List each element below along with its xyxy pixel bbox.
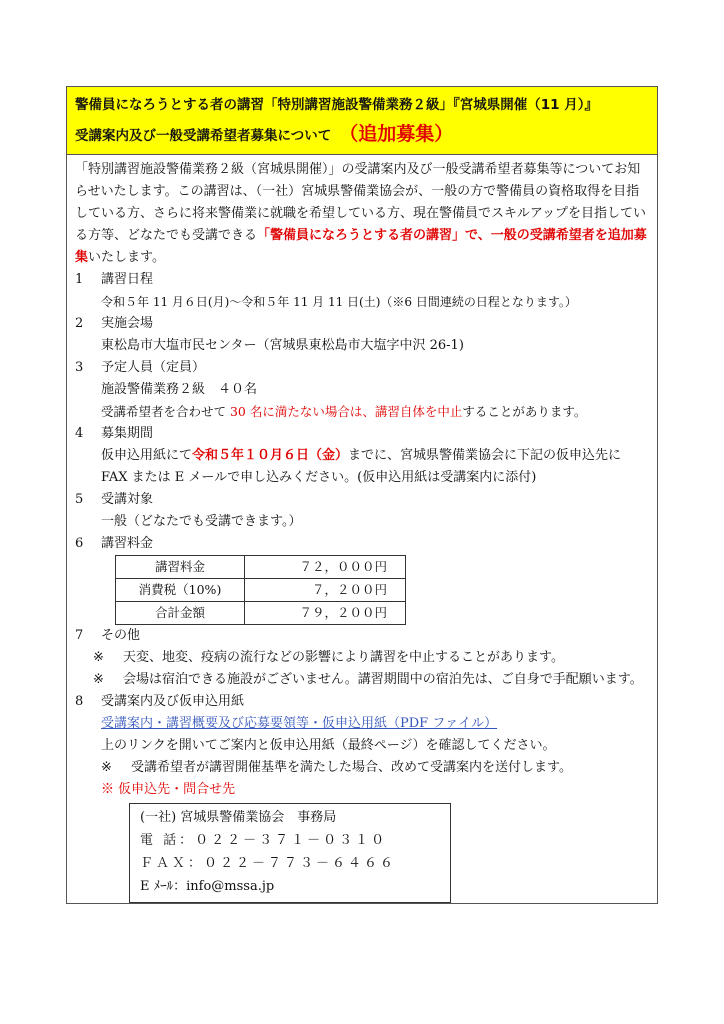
note-text: 受講希望者を合わせて xyxy=(101,404,230,419)
additional-recruitment-tag: （追加募集） xyxy=(339,123,454,145)
section-5-heading xyxy=(75,489,651,511)
header-title-line1: 警備員になろうとする者の講習「特別講習施設警備業務２級」『宮城県開催（11 月）』 xyxy=(75,97,598,113)
fee-value: ７，２００円 xyxy=(245,579,406,602)
capacity-text: 施設警備業務２級 ４０名 xyxy=(101,382,258,397)
cancellation-note xyxy=(75,401,651,423)
table-row xyxy=(116,556,406,579)
note-text: 受講希望者が講習開催基準を満たした場合、改めて受講案内を送付します。 xyxy=(131,760,572,775)
deadline-text xyxy=(75,445,651,489)
note-text-end: することがあります。 xyxy=(462,404,587,419)
deadline-lead: 仮申込用紙にて xyxy=(101,448,193,463)
section-title: 講習料金 xyxy=(101,536,154,551)
note-mark: ※ xyxy=(101,760,112,775)
section-number: 4 xyxy=(75,426,84,441)
intro-paragraph xyxy=(75,159,651,269)
table-row xyxy=(116,579,406,602)
intro-highlight: 「警備員になろうとする者の講習」で、一般の受講希望者を追加募集 xyxy=(75,228,647,265)
section-title: 受講対象 xyxy=(101,492,154,507)
venue-text: 東松島市大塩市民センター（宮城県東松島市大塩字中沢 26-1) xyxy=(101,338,464,353)
section-6-heading xyxy=(75,533,651,555)
section-number: 3 xyxy=(75,360,84,375)
header-subtitle: 受講案内及び一般受講希望者募集について xyxy=(75,128,332,144)
contact-fax: ＦＡＸ：０２２－７７３－６４６６ xyxy=(140,856,397,871)
eligibility-text: 一般（どなたでも受講できます。） xyxy=(101,514,302,529)
section-number: 1 xyxy=(75,272,84,287)
section-number: 7 xyxy=(75,628,84,643)
section-4-heading xyxy=(75,423,651,445)
section-2-heading xyxy=(75,313,651,335)
note-text: 会場は宿泊できる施設がございません。講習期間中の宿泊先は、ご自身で手配願います。 xyxy=(123,672,643,687)
section-7-heading xyxy=(75,625,651,647)
section-title: 受講案内及び仮申込用紙 xyxy=(101,694,245,709)
section-1-heading xyxy=(75,269,651,291)
other-note-1 xyxy=(75,647,651,669)
info-note xyxy=(75,757,651,779)
fee-label: 消費税（10%) xyxy=(116,579,245,602)
notice-frame xyxy=(66,86,658,904)
contact-heading: ※ 仮申込先・問合せ先 xyxy=(101,782,236,797)
note-highlight: 30 名に満たない場合は、講習自体を中止 xyxy=(229,404,463,419)
section-number: 5 xyxy=(75,492,84,507)
table-row xyxy=(116,602,406,625)
section-title: 予定人員（定員） xyxy=(101,360,206,375)
section-title: 募集期間 xyxy=(101,426,154,441)
notice-header xyxy=(67,87,657,155)
notice-body xyxy=(67,155,657,903)
other-note-2 xyxy=(75,669,651,691)
fee-value: ７２，０００円 xyxy=(245,556,406,579)
contact-org: (一社) 宮城県警備業協会 事務局 xyxy=(140,810,337,825)
schedule-text: 令和５年 11 月６日(月)～令和５年 11 月 11 日(土)（※6 日間連続の日程となります。） xyxy=(101,295,577,309)
deadline-rest: までに、宮城県警備業協会に下記の仮申込先に FAX または E メールで申し込みください。(仮申込用紙は受講案内に添付) xyxy=(101,448,622,485)
contact-email[interactable]: E ﾒｰﾙ：info@mssa.jp xyxy=(140,879,275,894)
fee-label: 講習料金 xyxy=(116,556,245,579)
note-mark: ※ xyxy=(93,672,104,687)
section-title: 実施会場 xyxy=(101,316,154,331)
section-title: その他 xyxy=(101,628,141,643)
pdf-download-link[interactable]: 受講案内・講習概要及び応募要領等・仮申込用紙（PDF ファイル） xyxy=(101,716,498,731)
fee-value: ７９，２００円 xyxy=(245,602,406,625)
link-instruction: 上のリンクを開いてご案内と仮申込用紙（最終ページ）を確認してください。 xyxy=(101,738,556,753)
contact-phone: 電 話：０２２－３７１－０３１０ xyxy=(140,833,388,848)
note-text: 天変、地変、疫病の流行などの影響により講習を中止することがあります。 xyxy=(123,650,564,665)
intro-text: 「特別講習施設警備業務２級（宮城県開催）」の受講案内及び一般受講希望者募集等についてお知らせいたします。この講習は、（一社）宮城県警備業協会が、一般の方で警備員の資格取得を目指している方、さらに将来警備業に就職を希望している方、現在警備員でスキルアップを目指している方等、どなたでも受講できる xyxy=(75,162,646,243)
section-8-heading xyxy=(75,691,651,713)
fee-label: 合計金額 xyxy=(116,602,245,625)
header-title-line2 xyxy=(75,119,651,151)
deadline-date: 令和５年１０月６日（金） xyxy=(192,448,349,463)
section-number: 2 xyxy=(75,316,84,331)
section-number: 6 xyxy=(75,536,84,551)
section-title: 講習日程 xyxy=(101,272,154,287)
intro-text-end: いたします。 xyxy=(88,250,165,265)
fee-table xyxy=(115,555,406,625)
contact-box xyxy=(129,803,451,903)
note-mark: ※ xyxy=(93,650,104,665)
section-number: 8 xyxy=(75,694,84,709)
section-3-heading xyxy=(75,357,651,379)
